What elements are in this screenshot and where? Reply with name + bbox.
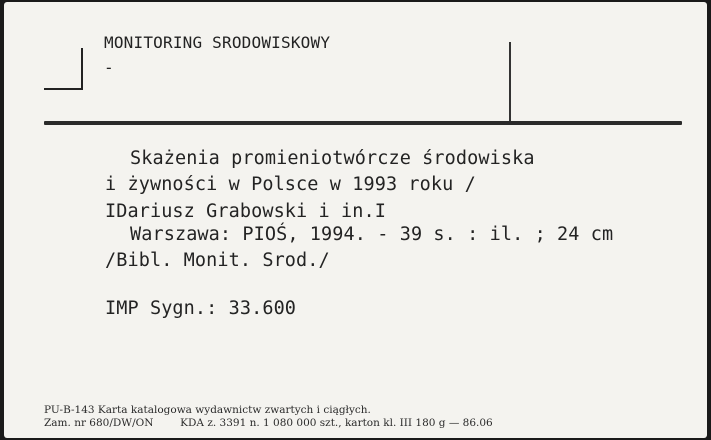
author-line: IDariusz Grabowski i in.I xyxy=(105,201,386,222)
vertical-divider xyxy=(509,42,511,122)
corner-bracket-horizontal xyxy=(44,88,83,90)
footer-line-1: PU-B-143 Karta katalogowa wydawnictw zwartych i ciągłych. xyxy=(44,404,371,416)
card-heading: MONITORING SRODOWISKOWY xyxy=(104,33,331,52)
corner-bracket-vertical xyxy=(81,48,83,90)
title-line-1: Skażenia promieniotwórcze środowiska xyxy=(130,148,535,169)
footer-line-2: Zam. nr 680/DW/ON KDA z. 3391 n. 1 080 000 szt., karton kl. III 180 g — 86.06 xyxy=(44,417,493,429)
heading-dash: - xyxy=(104,58,114,77)
call-number-line: IMP Sygn.: 33.600 xyxy=(105,298,297,319)
title-line-2: i żywności w Polsce w 1993 roku / xyxy=(105,174,476,195)
publication-line: Warszawa: PIOŚ, 1994. - 39 s. : il. ; 24 cm xyxy=(130,224,614,245)
horizontal-rule xyxy=(44,121,682,125)
series-line: /Bibl. Monit. Srod./ xyxy=(105,250,330,271)
catalog-card xyxy=(4,2,707,438)
